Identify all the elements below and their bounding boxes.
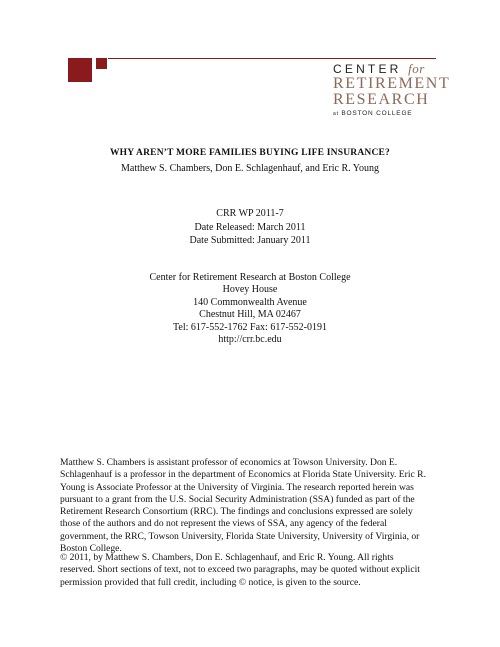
paper-title: WHY AREN’T MORE FAMILIES BUYING LIFE INSURANCE?: [109, 148, 390, 158]
bio-line: pursuant to a grant from the U.S. Social Security Administration (SSA) funded as part of the: [60, 493, 415, 505]
address-street: 140 Commonwealth Avenue: [193, 296, 307, 308]
copyright-paragraph: [60, 552, 446, 589]
working-paper-info: [0, 207, 500, 248]
address-building: Hovey House: [222, 284, 278, 296]
org-address: [0, 272, 500, 346]
address-org: Center for Retirement Research at Boston College: [149, 272, 351, 283]
copyright-line: © 2011, by Matthew S. Chambers, Don E. Schlagenhauf, and Eric R. Young. All rights: [60, 552, 394, 563]
bio-line: those of the authors and do not represent the views of SSA, any agency of the federal: [60, 518, 387, 530]
copyright-line: reserved. Short sections of text, not to exceed two paragraphs, may be quoted without explicit: [60, 564, 420, 576]
logo-square-large: [68, 58, 92, 82]
author-bio-paragraph: [60, 457, 446, 555]
paper-authors: Matthew S. Chambers, Don E. Schlagenhauf, and Eric R. Young: [120, 163, 380, 174]
date-submitted: Date Submitted: January 2011: [189, 235, 311, 246]
copyright-line: permission provided that full credit, including © notice, is given to the source.: [60, 576, 361, 588]
logo-at-word: at: [333, 111, 339, 117]
logo-retirement-word: RETIREMENT: [333, 75, 451, 92]
bio-line: Matthew S. Chambers is assistant professor of economics at Towson University. Don E.: [60, 457, 398, 468]
logo-for-word: for: [408, 61, 425, 76]
bio-line: government, the RRC, Towson University, Florida State University, University of Virginia, or: [60, 530, 420, 542]
date-released: Date Released: March 2011: [194, 221, 306, 233]
logo-square-small: [96, 58, 107, 69]
wp-number: CRR WP 2011-7: [216, 208, 284, 219]
bio-line: Boston College.: [60, 543, 122, 555]
bio-line: Schlagenhauf is a professor in the department of Economics at Florida State University. Eric R.: [60, 469, 426, 481]
header-rule: [108, 58, 436, 59]
crr-logo: [333, 61, 451, 117]
address-phone: Tel: 617-552-1762 Fax: 617-552-0191: [172, 321, 327, 333]
logo-squares: [68, 58, 108, 82]
address-url[interactable]: http://crr.bc.edu: [218, 334, 282, 346]
logo-research-word: RESEARCH: [333, 91, 430, 108]
bio-line: Young is Associate Professor at the University of Virginia. The research reported herein was: [60, 481, 414, 493]
bio-line: Retirement Research Consortium (RRC). The findings and conclusions expressed are solely: [60, 506, 413, 518]
logo-boston-college: BOSTON COLLEGE: [341, 110, 413, 117]
address-city: Chestnut Hill, MA 02467: [199, 309, 301, 321]
logo-center-word: CENTER: [333, 62, 402, 76]
